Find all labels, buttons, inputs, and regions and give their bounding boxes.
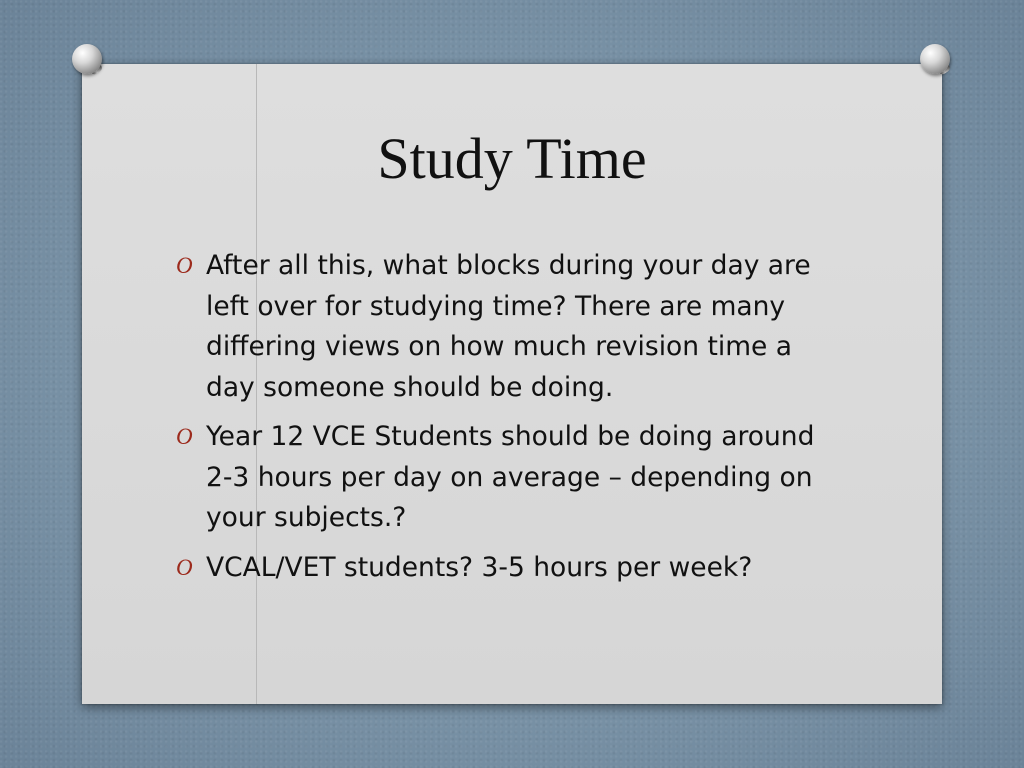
bullet-marker-icon: O <box>176 424 193 449</box>
bullet-text: After all this, what blocks during your day are left over for studying time? There are many differing views on how much revision time a day someone should be doing. <box>206 250 811 403</box>
bullet-item <box>176 417 836 539</box>
bullet-text: VCAL/VET students? 3-5 hours per week? <box>206 551 753 583</box>
pushpin-left-icon <box>72 44 102 74</box>
bullet-marker-icon: O <box>176 253 193 278</box>
bullet-item <box>176 246 836 408</box>
bullet-item <box>176 548 836 589</box>
slide-title: Study Time <box>377 126 647 191</box>
bullet-list <box>176 246 836 597</box>
bullet-text: Year 12 VCE Students should be doing around 2-3 hours per day on average – depending on your subjects.? <box>206 421 815 533</box>
bullet-marker-icon: O <box>176 554 193 580</box>
pushpin-right-icon <box>920 44 950 74</box>
